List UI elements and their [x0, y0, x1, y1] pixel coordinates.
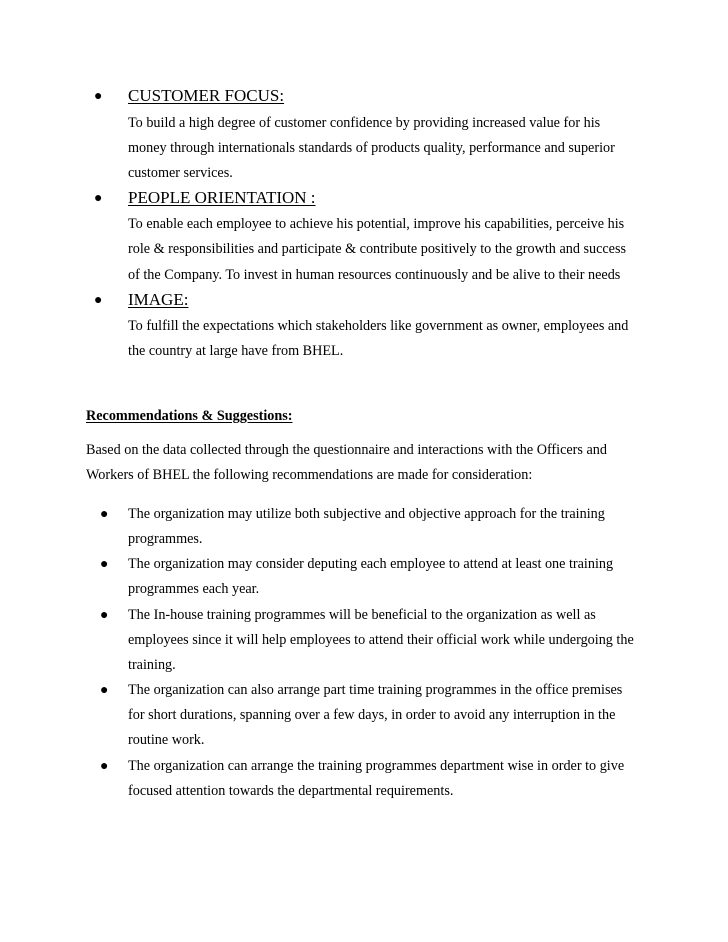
value-text-line: the country at large have from BHEL.	[128, 343, 344, 359]
bullet-icon: ●	[94, 293, 103, 308]
bullet-icon: ●	[100, 557, 109, 572]
intro-line: Workers of BHEL the following recommendations are made for consideration:	[86, 467, 533, 483]
value-text-line: of the Company. To invest in human resources continuously and be alive to their needs	[128, 267, 621, 283]
value-text-line: role & responsibilities and participate & contribute positively to the growth and success	[128, 241, 627, 257]
recommendation-line: programmes each year.	[128, 581, 260, 597]
recommendation-line: training.	[128, 657, 176, 673]
bullet-icon: ●	[100, 608, 109, 623]
recommendation-line: The organization may utilize both subjective and objective approach for the training	[128, 506, 605, 522]
recommendation-line: The organization can arrange the training programmes department wise in order to give	[128, 758, 625, 774]
recommendation-line: employees since it will help employees to attend their official work while undergoing the	[128, 632, 634, 648]
value-title-image: IMAGE:	[128, 290, 189, 309]
recommendation-line: for short durations, spanning over a few days, in order to avoid any interruption in the	[128, 707, 616, 723]
value-title-customer-focus: CUSTOMER FOCUS:	[128, 86, 285, 105]
bullet-icon: ●	[100, 507, 109, 522]
bullet-icon: ●	[94, 191, 103, 206]
value-text-line: customer services.	[128, 165, 233, 181]
section-heading: Recommendations & Suggestions:	[86, 408, 293, 424]
recommendation-line: routine work.	[128, 732, 205, 748]
value-text-line: To fulfill the expectations which stakeholders like government as owner, employees and	[128, 318, 629, 334]
value-text-line: money through internationals standards of products quality, performance and superior	[128, 140, 615, 156]
recommendation-line: focused attention towards the departmental requirements.	[128, 783, 454, 799]
value-text-line: To enable each employee to achieve his potential, improve his capabilities, perceive his	[128, 216, 625, 232]
bullet-icon: ●	[100, 759, 109, 774]
bullet-icon: ●	[100, 683, 109, 698]
bullet-icon: ●	[94, 89, 103, 104]
intro-line: Based on the data collected through the questionnaire and interactions with the Officers and	[86, 442, 607, 458]
recommendation-line: The In-house training programmes will be beneficial to the organization as well as	[128, 607, 596, 623]
value-text-line: To build a high degree of customer confidence by providing increased value for his	[128, 115, 601, 131]
recommendation-line: The organization may consider deputing each employee to attend at least one training	[128, 556, 614, 572]
recommendation-line: programmes.	[128, 531, 203, 547]
value-title-people-orientation: PEOPLE ORIENTATION :	[128, 188, 316, 207]
recommendation-line: The organization can also arrange part time training programmes in the office premises	[128, 682, 623, 698]
